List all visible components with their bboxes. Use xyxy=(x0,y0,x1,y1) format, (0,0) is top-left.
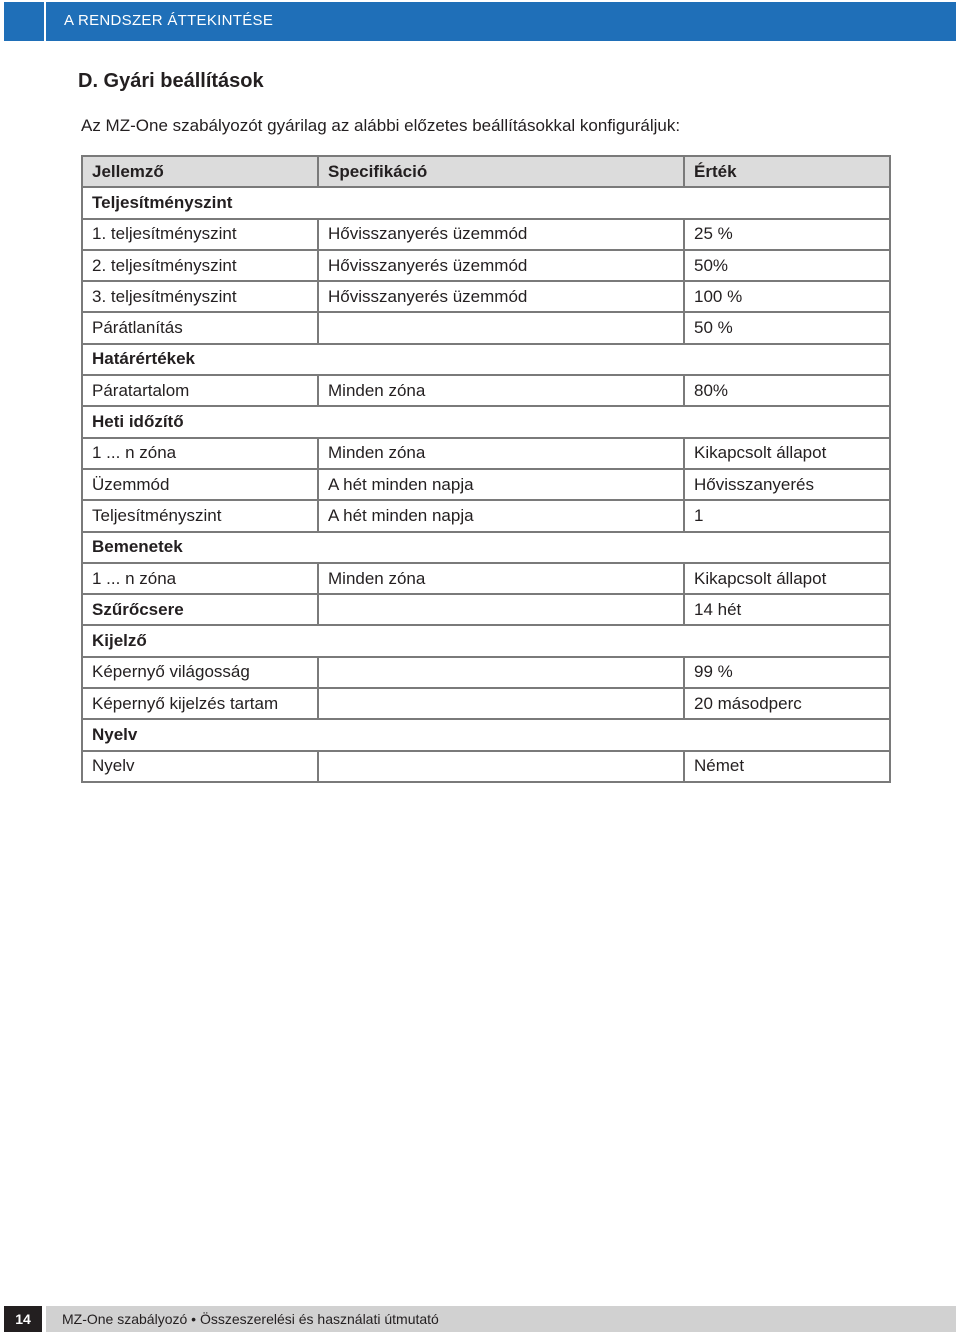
table-row xyxy=(82,594,890,625)
group-label: Teljesítményszint xyxy=(82,187,890,218)
table-row xyxy=(82,438,890,469)
cell-specification xyxy=(318,594,684,625)
cell-value: Hővisszanyerés xyxy=(684,469,890,500)
group-label: Bemenetek xyxy=(82,532,890,563)
group-label: Határértékek xyxy=(82,344,890,375)
footer-bar xyxy=(46,1306,956,1332)
section-title: D. Gyári beállítások xyxy=(78,70,264,92)
table-group-row xyxy=(82,719,890,750)
page-number: 14 xyxy=(4,1306,42,1332)
cell-specification: Minden zóna xyxy=(318,438,684,469)
table-group-row xyxy=(82,344,890,375)
cell-specification: Minden zóna xyxy=(318,375,684,406)
table-row xyxy=(82,219,890,250)
cell-feature: Képernyő kijelzés tartam xyxy=(82,688,318,719)
cell-feature: 1 ... n zóna xyxy=(82,438,318,469)
table-row xyxy=(82,281,890,312)
footer-text: MZ-One szabályozó • Összeszerelési és használati útmutató xyxy=(62,1311,439,1327)
cell-value: 50 % xyxy=(684,312,890,343)
header-bar xyxy=(46,2,956,41)
group-label: Heti időzítő xyxy=(82,406,890,437)
column-header-specification: Specifikáció xyxy=(318,156,684,187)
cell-specification: Hővisszanyerés üzemmód xyxy=(318,281,684,312)
cell-specification: A hét minden napja xyxy=(318,500,684,531)
cell-value: 100 % xyxy=(684,281,890,312)
table-group-row xyxy=(82,187,890,218)
cell-value: Kikapcsolt állapot xyxy=(684,438,890,469)
cell-value: 20 másodperc xyxy=(684,688,890,719)
cell-value: 99 % xyxy=(684,657,890,688)
cell-value: 1 xyxy=(684,500,890,531)
factory-settings-table xyxy=(81,155,891,783)
cell-specification xyxy=(318,688,684,719)
column-header-feature: Jellemző xyxy=(82,156,318,187)
cell-feature: Nyelv xyxy=(82,751,318,782)
cell-value: Német xyxy=(684,751,890,782)
table-row xyxy=(82,657,890,688)
table-row xyxy=(82,375,890,406)
cell-specification xyxy=(318,751,684,782)
table-group-row xyxy=(82,406,890,437)
cell-specification xyxy=(318,657,684,688)
table-row xyxy=(82,469,890,500)
cell-value: 50% xyxy=(684,250,890,281)
cell-feature: Páratartalom xyxy=(82,375,318,406)
cell-specification: Minden zóna xyxy=(318,563,684,594)
cell-feature: 1. teljesítményszint xyxy=(82,219,318,250)
table-row xyxy=(82,688,890,719)
table-row xyxy=(82,500,890,531)
table-row xyxy=(82,250,890,281)
table-body xyxy=(82,187,890,782)
intro-text: Az MZ-One szabályozót gyárilag az alábbi előzetes beállításokkal konfiguráljuk: xyxy=(81,116,681,135)
cell-value: 25 % xyxy=(684,219,890,250)
cell-feature: 1 ... n zóna xyxy=(82,563,318,594)
cell-feature: Párátlanítás xyxy=(82,312,318,343)
table-group-row xyxy=(82,532,890,563)
cell-value: 80% xyxy=(684,375,890,406)
group-label: Nyelv xyxy=(82,719,890,750)
table-row xyxy=(82,751,890,782)
table-row xyxy=(82,312,890,343)
table-header-row xyxy=(82,156,890,187)
table-group-row xyxy=(82,625,890,656)
cell-feature: Szűrőcsere xyxy=(82,594,318,625)
cell-value: Kikapcsolt állapot xyxy=(684,563,890,594)
cell-feature: Képernyő világosság xyxy=(82,657,318,688)
cell-feature: 3. teljesítményszint xyxy=(82,281,318,312)
header-left-block xyxy=(4,2,44,41)
header-title: A RENDSZER ÁTTEKINTÉSE xyxy=(64,12,274,29)
group-label: Kijelző xyxy=(82,625,890,656)
cell-specification: A hét minden napja xyxy=(318,469,684,500)
cell-feature: Teljesítményszint xyxy=(82,500,318,531)
cell-specification: Hővisszanyerés üzemmód xyxy=(318,219,684,250)
cell-specification xyxy=(318,312,684,343)
cell-value: 14 hét xyxy=(684,594,890,625)
column-header-value: Érték xyxy=(684,156,890,187)
table-row xyxy=(82,563,890,594)
cell-specification: Hővisszanyerés üzemmód xyxy=(318,250,684,281)
cell-feature: Üzemmód xyxy=(82,469,318,500)
cell-feature: 2. teljesítményszint xyxy=(82,250,318,281)
